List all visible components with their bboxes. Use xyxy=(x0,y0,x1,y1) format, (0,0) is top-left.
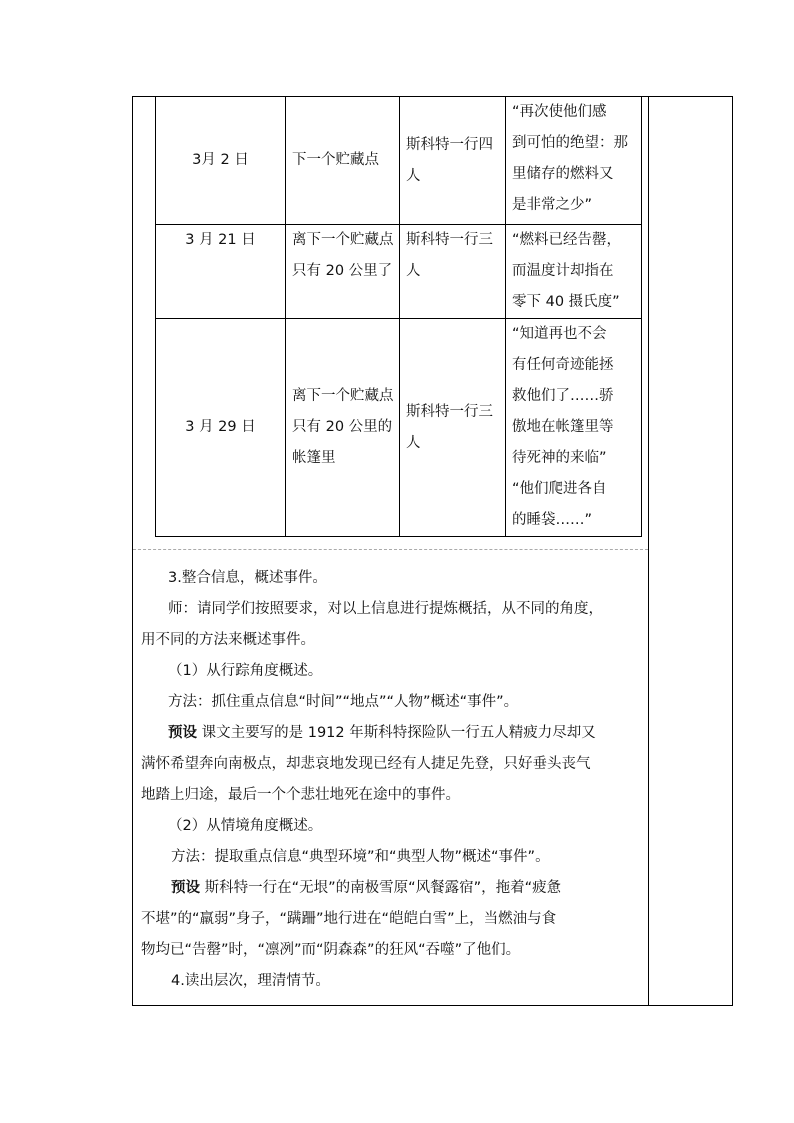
preset-label: 预设 xyxy=(168,725,197,741)
method-2: 方法：提取重点信息“典型环境”和“典型人物”概述“事件”。 xyxy=(171,849,550,865)
date-cell: 3 月 29 日 xyxy=(156,319,286,537)
dashed-divider xyxy=(133,549,648,550)
quote-line: “知道再也不会 xyxy=(512,326,607,342)
preset-2-cont: 不堪”的“羸弱”身子，“蹒跚”地行进在“皑皑白雪”上，当燃油与食 xyxy=(141,911,557,927)
sub-heading-2: （2）从情境角度概述。 xyxy=(168,818,323,834)
quote-line: 的睡袋……” xyxy=(512,512,593,528)
sub-heading-1: （1）从行踪角度概述。 xyxy=(168,663,323,679)
quote-cell xyxy=(506,319,642,537)
method-1: 方法：抓住重点信息“时间”“地点”“人物”概述“事件”。 xyxy=(168,694,519,710)
people-cell: 斯科特一行三人 xyxy=(400,225,506,319)
quote-line: 傲地在帐篷里等 xyxy=(512,419,614,435)
place-cell: 下一个贮藏点 xyxy=(286,97,400,225)
preset-1-cont: 地踏上归途，最后一个个悲壮地死在途中的事件。 xyxy=(141,787,460,803)
step-4-heading: 4.读出层次，理清情节。 xyxy=(171,973,330,989)
outer-table-column-divider xyxy=(648,96,649,1006)
table-row xyxy=(156,225,642,319)
teacher-instruction: 师：请同学们按照要求，对以上信息进行提炼概括，从不同的角度， xyxy=(168,601,603,617)
step-3-heading: 3.整合信息，概述事件。 xyxy=(168,570,327,586)
quote-line: “他们爬进各自 xyxy=(512,481,607,497)
people-cell: 斯科特一行四人 xyxy=(400,97,506,225)
quote-cell xyxy=(506,225,642,319)
date-cell: 3月 2 日 xyxy=(156,97,286,225)
people-cell: 斯科特一行三人 xyxy=(400,319,506,537)
teacher-instruction: 用不同的方法来概述事件。 xyxy=(141,632,315,648)
quote-line: 有任何奇迹能拯 xyxy=(512,357,614,373)
preset-1 xyxy=(141,718,641,749)
preset-2-cont: 物均已“告罄”时，“凛冽”而“阴森森”的狂风“吞噬”了他们。 xyxy=(141,942,521,958)
place-cell: 离下一个贮藏点只有 20 公里了 xyxy=(286,225,400,319)
preset-label: 预设 xyxy=(171,880,200,896)
quote-line: 而温度计却指在 xyxy=(512,263,614,279)
quote-line: 到可怕的绝望：那 xyxy=(512,135,628,151)
preset-2 xyxy=(141,873,641,904)
quote-cell xyxy=(506,97,642,225)
table-row xyxy=(156,97,642,225)
quote-line: 待死神的来临” xyxy=(512,450,607,466)
quote-line: “再次使他们感 xyxy=(512,104,607,120)
quote-line: 救他们了……骄 xyxy=(512,388,614,404)
quote-line: “燃料已经告罄， xyxy=(512,232,622,248)
quote-line: 是非常之少” xyxy=(512,197,593,213)
preset-1-cont: 满怀希望奔向南极点，却悲哀地发现已经有人捷足先登，只好垂头丧气 xyxy=(141,756,591,772)
preset-text: 斯科特一行在“无垠”的南极雪原“风餐露宿”，拖着“疲惫 xyxy=(204,880,562,896)
preset-text: 课文主要写的是 1912 年斯科特探险队一行五人精疲力尽却又 xyxy=(201,725,596,741)
quote-line: 零下 40 摄氏度” xyxy=(512,294,620,310)
place-cell: 离下一个贮藏点只有 20 公里的帐篷里 xyxy=(286,319,400,537)
journey-info-table xyxy=(155,96,642,537)
lesson-body xyxy=(141,563,641,997)
table-row xyxy=(156,319,642,537)
quote-line: 里储存的燃料又 xyxy=(512,166,614,182)
date-cell: 3 月 21 日 xyxy=(156,225,286,319)
